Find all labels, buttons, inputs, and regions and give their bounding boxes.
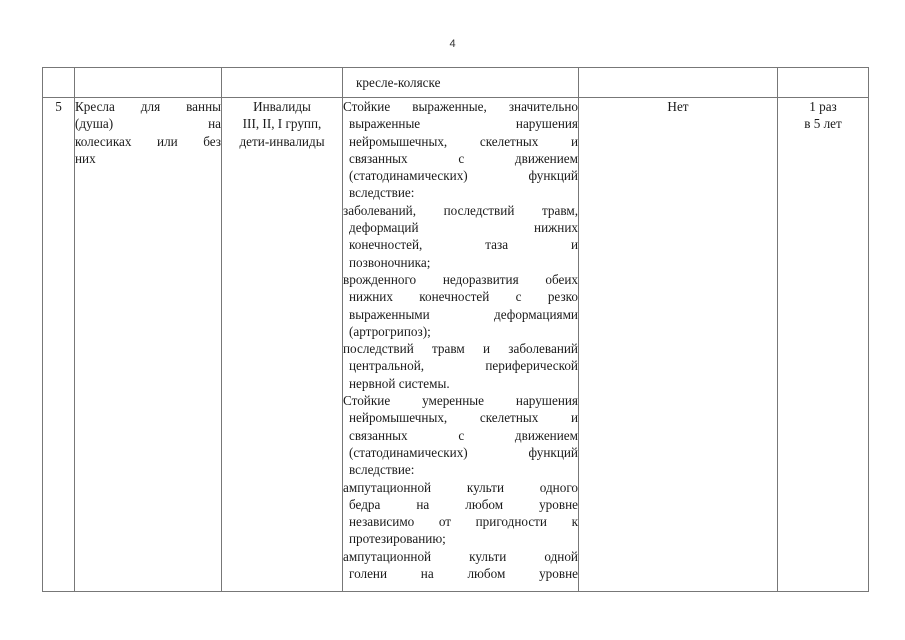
indication-block	[343, 479, 578, 548]
indication-block	[343, 202, 578, 271]
indication-line: нижних конечностей с резко	[349, 289, 578, 305]
indication-line: выраженные нарушения	[349, 116, 578, 132]
indication-line: бедра на любом уровне	[349, 496, 578, 512]
recipients-line: дети-инвалиды	[239, 133, 325, 149]
indication-line: нейромышечных, скелетных и	[349, 133, 578, 149]
indication-block	[343, 392, 578, 478]
indication-line: врожденного недоразвития обеих	[343, 271, 578, 287]
name-cell-empty	[75, 68, 222, 98]
indication-line: вследствие:	[349, 185, 415, 201]
period-line: 1 раз	[809, 99, 837, 114]
indication-line: позвоночника;	[349, 254, 431, 270]
item-period	[778, 98, 869, 592]
indication-line: Стойкие умеренные нарушения	[343, 393, 578, 409]
indication-line: ампутационной культи одной	[343, 548, 578, 564]
item-recipients	[222, 98, 343, 592]
item-name-line: Кресла для ванны	[75, 99, 221, 114]
period-cell-empty	[778, 68, 869, 98]
page-number: 4	[449, 38, 456, 50]
indication-line: конечностей, таза и	[349, 237, 578, 253]
continuation-row	[43, 68, 869, 98]
indication-line: связанных с движением	[349, 150, 578, 166]
recipients-line: Инвалиды	[253, 99, 311, 114]
item-contraindications: Нет	[579, 98, 778, 592]
recipients-line: III, II, I групп,	[242, 116, 322, 132]
indication-line: последствий травм и заболеваний	[343, 341, 578, 357]
indication-line: выраженными деформациями	[349, 306, 578, 322]
indication-block	[343, 548, 578, 583]
indication-line: независимо от пригодности к	[349, 514, 578, 530]
contraindications-cell-empty	[579, 68, 778, 98]
item-name-line: колесиках или без	[75, 133, 221, 149]
indication-line: протезированию;	[349, 531, 446, 547]
indication-line: Стойкие выраженные, значительно	[343, 99, 578, 114]
indication-block	[343, 340, 578, 392]
item-name-line: (душа) на	[75, 116, 221, 132]
indication-line: заболеваний, последствий травм,	[343, 202, 578, 218]
item-name	[75, 98, 222, 592]
indication-block	[343, 271, 578, 340]
indication-line: центральной, периферической	[349, 358, 578, 374]
indication-line: (статодинамических) функций	[349, 444, 578, 460]
item-number: 5	[43, 98, 75, 592]
indication-line: связанных с движением	[349, 427, 578, 443]
item-name-line: них	[75, 150, 96, 166]
number-cell-empty	[43, 68, 75, 98]
indication-line: голени на любом уровне	[349, 566, 578, 582]
indication-line: деформаций нижних	[349, 220, 578, 236]
indication-line: нервной системы.	[349, 375, 450, 391]
indication-line: (статодинамических) функций	[349, 168, 578, 184]
indication-line: нейромышечных, скелетных и	[349, 410, 578, 426]
indication-line: (артрогрипоз);	[349, 323, 431, 339]
provision-table	[42, 67, 869, 592]
indication-line: вследствие:	[349, 462, 415, 478]
indications-cell-continued	[343, 68, 579, 98]
item-indications	[343, 98, 579, 592]
indication-block	[343, 98, 578, 202]
period-line: в 5 лет	[804, 116, 842, 132]
indication-line: ампутационной культи одного	[343, 479, 578, 495]
item-row	[43, 98, 869, 592]
recipients-cell-empty	[222, 68, 343, 98]
indications-continuation-text: кресле-коляске	[356, 75, 441, 90]
